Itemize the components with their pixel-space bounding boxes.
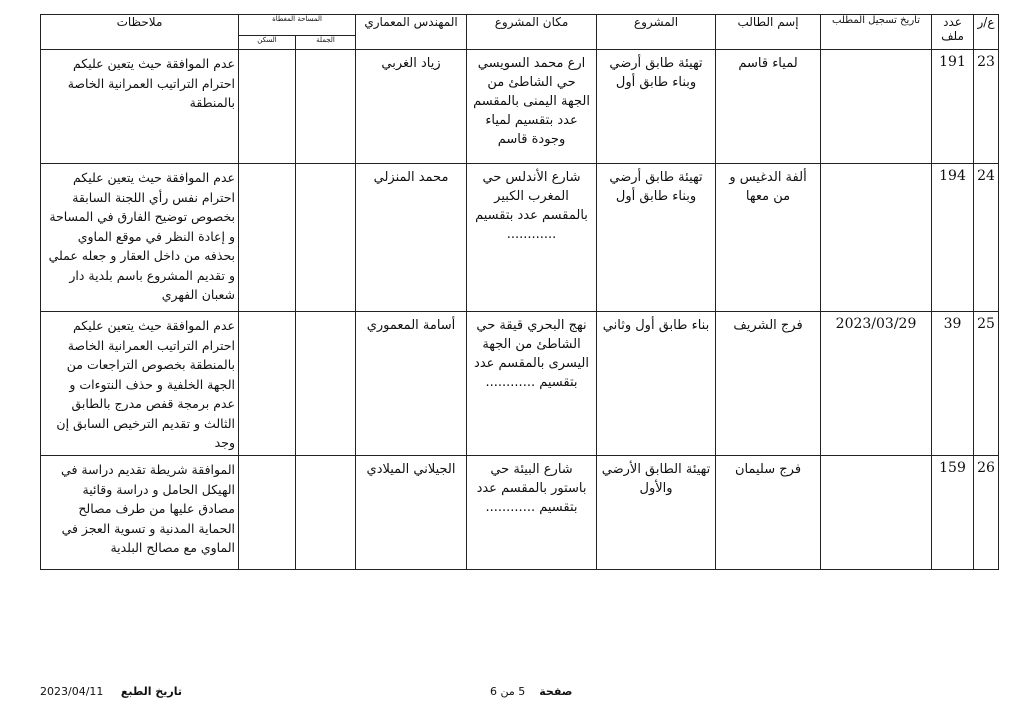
cell-applicant: فرج سليمان bbox=[716, 456, 821, 570]
cell-engineer: زياد الغربي bbox=[356, 50, 467, 164]
cell-reg-date bbox=[821, 164, 932, 312]
header-remarks: ملاحظات bbox=[41, 15, 239, 50]
header-file-no: عدد ملف bbox=[932, 15, 974, 50]
cell-reg-date bbox=[821, 50, 932, 164]
header-engineer: المهندس المعماري bbox=[356, 15, 467, 50]
cell-applicant: ألفة الدغيس و من معها bbox=[716, 164, 821, 312]
table-row bbox=[41, 164, 999, 312]
print-date bbox=[40, 685, 182, 698]
header-area-housing: السكن bbox=[239, 36, 296, 50]
table-row bbox=[41, 312, 999, 456]
cell-remarks: عدم الموافقة حيث يتعين عليكم احترام التراتيب العمرانية الخاصة بالمنطقة bbox=[41, 50, 239, 164]
cell-file-no: 39 bbox=[932, 312, 974, 456]
cell-project: تهيئة الطابق الأرضي والأول bbox=[597, 456, 716, 570]
cell-file-no: 194 bbox=[932, 164, 974, 312]
cell-reg-date bbox=[821, 456, 932, 570]
cell-area-housing bbox=[239, 50, 296, 164]
header-area-total: الجملة bbox=[296, 36, 356, 50]
cell-area-total bbox=[296, 50, 356, 164]
cell-area-housing bbox=[239, 456, 296, 570]
cell-seq: 26 bbox=[974, 456, 999, 570]
header-covered-area: المساحة المغطاة bbox=[239, 15, 356, 36]
print-date-label: تاريخ الطبع bbox=[120, 685, 182, 698]
page-total: 6 bbox=[490, 685, 497, 698]
cell-applicant: فرج الشريف bbox=[716, 312, 821, 456]
permits-table bbox=[40, 14, 999, 570]
cell-location: شارع الأندلس حي المغرب الكبير بالمقسم عدد بتقسيم ............ bbox=[467, 164, 597, 312]
cell-applicant: لمياء قاسم bbox=[716, 50, 821, 164]
cell-seq: 24 bbox=[974, 164, 999, 312]
cell-engineer: الجيلاني الميلادي bbox=[356, 456, 467, 570]
cell-area-total bbox=[296, 456, 356, 570]
cell-area-total bbox=[296, 312, 356, 456]
table-row bbox=[41, 50, 999, 164]
cell-location: شارع البيئة حي باستور بالمقسم عدد بتقسيم ............ bbox=[467, 456, 597, 570]
page-of: من bbox=[500, 685, 515, 698]
cell-project: تهيئة طابق أرضي وبناء طابق أول bbox=[597, 164, 716, 312]
cell-reg-date: 2023/03/29 bbox=[821, 312, 932, 456]
table-row bbox=[41, 456, 999, 570]
header-project: المشروع bbox=[597, 15, 716, 50]
page-label: صفحة bbox=[539, 685, 573, 698]
header-applicant: إسم الطالب bbox=[716, 15, 821, 50]
cell-seq: 23 bbox=[974, 50, 999, 164]
cell-area-housing bbox=[239, 312, 296, 456]
cell-file-no: 191 bbox=[932, 50, 974, 164]
print-date-value: 2023/04/11 bbox=[40, 685, 104, 698]
cell-remarks: عدم الموافقة حيث يتعين عليكم احترام التراتيب العمرانية الخاصة بالمنطقة بخصوص التراجعات من الجهة الخلفية و حذف النتوءات و عدم برمجة قفص مدرج بالطابق الثالث و تقديم الترخيص السابق إن وجد bbox=[41, 312, 239, 456]
cell-location: نهج البحري قيقة حي الشاطئ من الجهة اليسرى بالمقسم عدد بتقسيم ............ bbox=[467, 312, 597, 456]
cell-seq: 25 bbox=[974, 312, 999, 456]
cell-area-housing bbox=[239, 164, 296, 312]
header-location: مكان المشروع bbox=[467, 15, 597, 50]
header-reg-date: تاريخ تسجيل المطلب bbox=[821, 15, 932, 50]
header-seq: ع/ر bbox=[974, 15, 999, 50]
cell-location: ارع محمد السويسي حي الشاطئ من الجهة اليمنى بالمقسم عدد بتقسيم لمياء وجودة قاسم bbox=[467, 50, 597, 164]
cell-project: بناء طابق أول وثاني bbox=[597, 312, 716, 456]
cell-area-total bbox=[296, 164, 356, 312]
cell-remarks: عدم الموافقة حيث يتعين عليكم احترام نفس رأي اللجنة السابقة بخصوص توضيح الفارق في المساحة و إعادة النظر في موقع الماوي بحذفه من داخل العقار و جعله عملي و تقديم المشروع باسم بلدية دار شعبان الفهري bbox=[41, 164, 239, 312]
page-current: 5 bbox=[518, 685, 526, 698]
cell-project: تهيئة طابق أرضي وبناء طابق أول bbox=[597, 50, 716, 164]
page-number bbox=[490, 685, 572, 698]
cell-remarks: الموافقة شريطة تقديم دراسة في الهيكل الحامل و دراسة وقائية مصادق عليها من طرف مصالح الحماية المدنية و تسوية العجز في الماوي مع مصالح البلدية bbox=[41, 456, 239, 570]
cell-file-no: 159 bbox=[932, 456, 974, 570]
cell-engineer: أسامة المعموري bbox=[356, 312, 467, 456]
cell-engineer: محمد المنزلي bbox=[356, 164, 467, 312]
